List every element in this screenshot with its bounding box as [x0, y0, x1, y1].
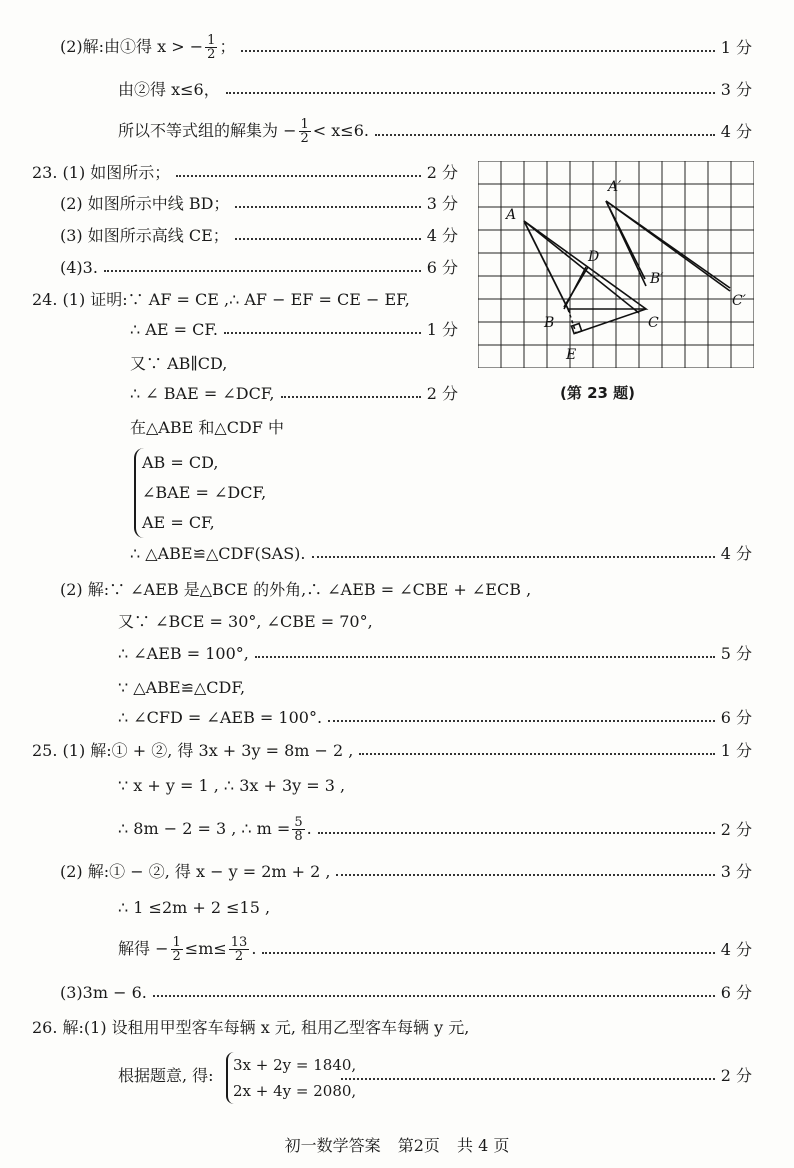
- leader-dots: [375, 134, 715, 136]
- text-segment: (2)解:由①得 x > −: [60, 37, 204, 56]
- answer-text: [32, 163, 170, 183]
- text-segment: (2) 解:∵ ∠AEB 是△BCE 的外角,∴ ∠AEB = ∠CBE + ∠ECB ,: [60, 580, 532, 599]
- answer-line: [130, 320, 458, 340]
- score-label: 1 分: [426, 320, 458, 339]
- footer-total: 共 4 页: [457, 1136, 510, 1155]
- answer-text: [130, 418, 284, 438]
- answer-line: [60, 983, 752, 1003]
- answer-text: [32, 290, 410, 310]
- score-label: 2 分: [426, 384, 458, 403]
- answer-text: [118, 816, 312, 843]
- answer-text: [60, 258, 98, 278]
- condition-1: AB = CD,: [142, 453, 219, 472]
- text-segment: 25. (1) 解:① + ②, 得 3x + 3y = 8m − 2 ,: [32, 741, 354, 760]
- label-c: C: [648, 315, 659, 331]
- text-segment: ∴ △ABE≌△CDF(SAS).: [130, 544, 306, 563]
- text-segment: (2) 解:① − ②, 得 x − y = 2m + 2 ,: [60, 862, 331, 881]
- right-angle-mark: [572, 323, 582, 333]
- leader-dots: [262, 952, 714, 954]
- fraction-numerator: 1: [172, 935, 181, 950]
- score-label: 3 分: [720, 862, 752, 881]
- score-label: 4 分: [720, 544, 752, 563]
- score-label: 2 分: [720, 1066, 752, 1085]
- fraction: [229, 936, 250, 963]
- fraction: [292, 816, 304, 843]
- text-segment: 又∵ ∠BCE = 30°, ∠CBE = 70°,: [118, 612, 373, 631]
- text-segment: (3) 如图所示高线 CE；: [60, 226, 229, 245]
- score-label: 1 分: [720, 741, 752, 760]
- page-footer: [0, 1133, 794, 1156]
- answer-line: [118, 644, 752, 664]
- leader-dots: [336, 874, 714, 876]
- text-segment: ≤m≤: [184, 939, 227, 958]
- text-segment: 由②得 x≤6，: [118, 80, 220, 99]
- label-a: A: [506, 207, 517, 223]
- leader-dots: [235, 238, 421, 240]
- answer-line: [60, 226, 458, 246]
- answer-line: [118, 936, 752, 963]
- fraction: [299, 118, 311, 145]
- text-segment: ∴ ∠ BAE = ∠DCF,: [130, 384, 275, 403]
- score-label: 3 分: [426, 194, 458, 213]
- answer-text: [118, 1066, 214, 1086]
- label-c-prime: C′: [732, 293, 746, 309]
- answer-text: [118, 644, 249, 664]
- triangle-abc: [524, 221, 646, 309]
- answer-text: [130, 320, 218, 340]
- score-label: 6 分: [720, 983, 752, 1002]
- fraction-denominator: 2: [207, 47, 216, 62]
- text-segment: .: [251, 939, 257, 958]
- answer-line: [118, 678, 245, 698]
- answer-line: [32, 1018, 469, 1038]
- answer-line: [130, 384, 458, 404]
- condition-3: AE = CF,: [142, 513, 215, 532]
- answer-text: [118, 612, 373, 632]
- fraction-denominator: 2: [234, 949, 244, 964]
- answer-line: [118, 1066, 752, 1086]
- answer-line: [130, 418, 284, 438]
- leader-dots: [104, 270, 421, 272]
- answer-text: [118, 776, 345, 796]
- median-b-d: [564, 267, 588, 307]
- answer-text: [60, 194, 229, 214]
- answer-line: [60, 194, 458, 214]
- label-e: E: [566, 347, 577, 363]
- answer-text: [60, 580, 531, 600]
- answer-text: [118, 678, 245, 698]
- text-segment: 所以不等式组的解集为 −: [118, 121, 297, 140]
- text-segment: ∵ △ABE≌△CDF,: [118, 678, 246, 697]
- text-segment: ∴ 8m − 2 = 3 , ∴ m =: [118, 819, 291, 838]
- fraction-numerator: 5: [294, 815, 303, 830]
- text-segment: 又∵ AB∥CD,: [130, 354, 228, 373]
- answer-line: [130, 544, 752, 564]
- answer-text: [60, 226, 229, 246]
- fraction: [171, 936, 183, 963]
- text-segment: 在△ABE 和△CDF 中: [130, 418, 284, 437]
- answer-line: [60, 862, 752, 882]
- congruence-conditions: [134, 448, 266, 538]
- equation-system: [226, 1052, 356, 1104]
- leader-dots: [312, 556, 715, 558]
- text-segment: ∴ 1 ≤2m + 2 ≤15 ,: [118, 898, 271, 917]
- answer-line: [60, 34, 752, 61]
- label-b-prime: B′: [650, 271, 664, 287]
- leader-dots: [341, 1078, 715, 1080]
- text-segment: ；: [219, 37, 236, 56]
- answer-text: [60, 983, 147, 1003]
- fraction-denominator: 8: [294, 829, 303, 844]
- line-ap-bp: [606, 201, 646, 286]
- score-label: 4 分: [426, 226, 458, 245]
- text-segment: ∴ ∠CFD = ∠AEB = 100°.: [118, 708, 323, 727]
- score-label: 3 分: [720, 80, 752, 99]
- answer-line: [118, 776, 345, 796]
- answer-text: [118, 118, 369, 145]
- text-segment: 26. 解:(1) 设租用甲型客车每辆 x 元, 租用乙型客车每辆 y 元,: [32, 1018, 470, 1037]
- score-label: 4 分: [720, 939, 752, 959]
- footer-page: 第2页: [397, 1136, 440, 1155]
- answer-text: [32, 741, 353, 761]
- figure-caption: (第 23 题): [560, 384, 636, 402]
- leader-dots: [176, 175, 420, 177]
- label-d: D: [588, 249, 600, 265]
- leader-dots: [241, 50, 714, 52]
- leader-dots: [328, 720, 715, 722]
- text-segment: ∵ x + y = 1 , ∴ 3x + 3y = 3 ,: [118, 776, 346, 795]
- text-segment: 根据题意, 得:: [118, 1066, 214, 1085]
- line-ap-cp: [606, 201, 730, 288]
- score-label: 2 分: [720, 819, 752, 839]
- text-segment: 24. (1) 证明:∵ AF = CE ,∴ AF − EF = CE − EF,: [32, 290, 410, 309]
- answer-text: [60, 34, 235, 61]
- answer-text: [118, 898, 270, 918]
- answer-line: [32, 290, 410, 310]
- text-segment: 解得 −: [118, 939, 169, 958]
- answer-text: [118, 80, 220, 100]
- text-segment: (4)3.: [60, 258, 98, 277]
- score-label: 5 分: [720, 644, 752, 663]
- answer-line: [118, 816, 752, 843]
- text-segment: (3)3m − 6.: [60, 983, 147, 1002]
- answer-line: [130, 354, 227, 374]
- answer-text: [130, 354, 227, 374]
- text-segment: (2) 如图所示中线 BD；: [60, 194, 230, 213]
- footer-title: 初一数学答案: [284, 1136, 381, 1155]
- answer-line: [118, 708, 752, 728]
- equation-1: 3x + 2y = 1840,: [233, 1056, 357, 1074]
- fraction-numerator: 13: [230, 935, 248, 950]
- fraction-numerator: 1: [300, 117, 309, 132]
- text-segment: < x≤6.: [312, 121, 369, 140]
- answer-line: [118, 118, 752, 145]
- text-segment: .: [306, 819, 312, 838]
- answer-line: [118, 898, 270, 918]
- leader-dots: [359, 753, 714, 755]
- answer-line: [32, 741, 752, 761]
- fraction-denominator: 2: [172, 949, 181, 964]
- answer-line: [60, 580, 531, 600]
- condition-2: ∠BAE = ∠DCF,: [142, 483, 267, 502]
- score-label: 2 分: [426, 163, 458, 182]
- fraction-denominator: 2: [300, 131, 309, 146]
- fraction-numerator: 1: [207, 33, 216, 48]
- score-label: 6 分: [720, 708, 752, 727]
- answer-text: [118, 708, 322, 728]
- label-b: B: [544, 315, 555, 331]
- fraction: [205, 34, 217, 61]
- leader-dots: [224, 332, 421, 334]
- score-label: 4 分: [720, 121, 752, 141]
- answer-text: [118, 936, 256, 963]
- answer-line: [60, 258, 458, 278]
- text-segment: 23. (1) 如图所示；: [32, 163, 171, 182]
- equation-2: 2x + 4y = 2080,: [233, 1082, 357, 1100]
- answer-text: [130, 384, 275, 404]
- leader-dots: [226, 92, 715, 94]
- score-label: 1 分: [720, 37, 752, 57]
- answer-line: [118, 612, 373, 632]
- text-segment: ∴ AE = CF.: [130, 320, 219, 339]
- text-segment: ∴ ∠AEB = 100°,: [118, 644, 249, 663]
- grid-figure: [478, 161, 754, 368]
- leader-dots: [235, 206, 420, 208]
- answer-line: [32, 163, 458, 183]
- answer-text: [130, 544, 306, 564]
- answer-text: [32, 1018, 469, 1038]
- answer-line: [118, 80, 752, 100]
- leader-dots: [318, 832, 715, 834]
- leader-dots: [281, 396, 421, 398]
- leader-dots: [153, 995, 715, 997]
- score-label: 6 分: [426, 258, 458, 277]
- answer-text: [60, 862, 330, 882]
- leader-dots: [255, 656, 715, 658]
- label-a-prime: A′: [608, 179, 622, 195]
